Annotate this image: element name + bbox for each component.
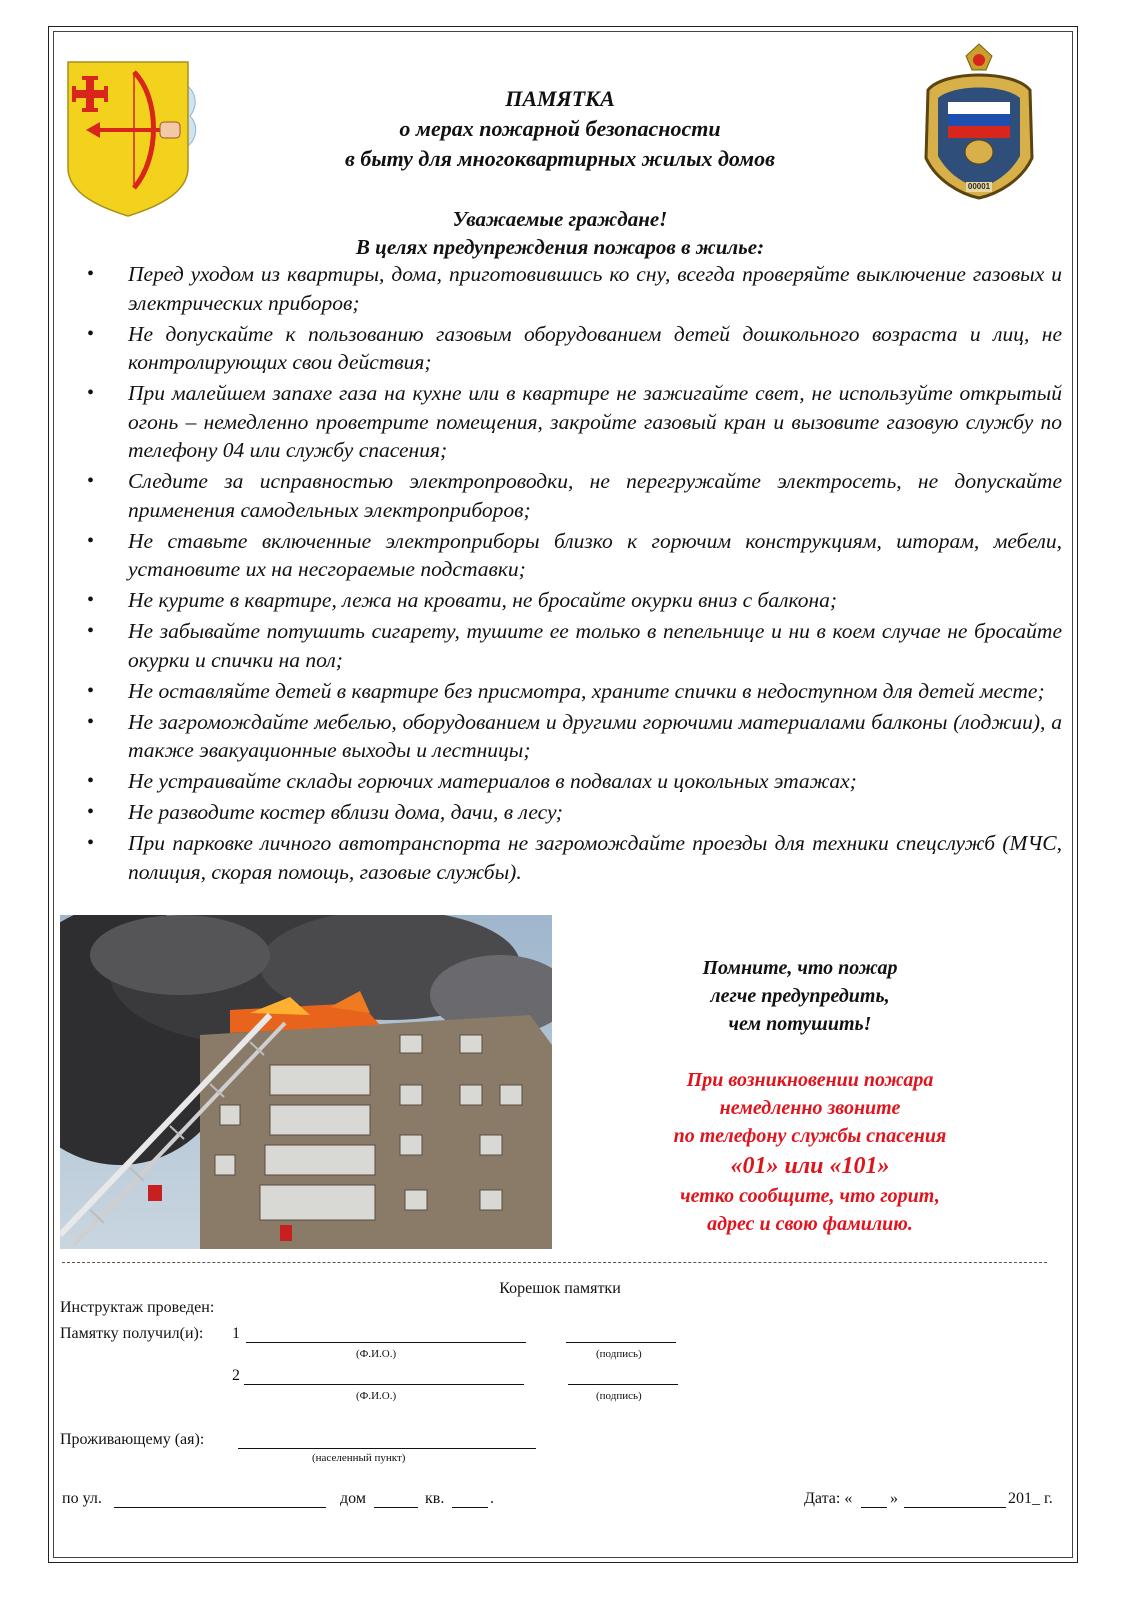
- safety-rules-list: [80, 260, 1062, 889]
- rule-item: • При малейшем запахе газа на кухне или в квартире не зажигайте свет, не используйте открытый огонь – немедленно проветрите помещения, закройте газовый кран и вызовите газовую службу по телефону 04 или службу спасения;: [80, 379, 1062, 465]
- rule-item: • Перед уходом из квартиры, дома, приготовившись ко сну, всегда проверяйте выключение газовых и электрических приборов;: [80, 260, 1062, 317]
- reminder-block: [620, 954, 980, 1038]
- rule-item: • Следите за исправностью электропроводки, не перегружайте электросеть, не допускайте применения самодельных электроприборов;: [80, 467, 1062, 524]
- apartment-field[interactable]: [452, 1491, 488, 1508]
- house-label: дом: [340, 1490, 366, 1507]
- signature-caption-1: (подпись): [596, 1348, 642, 1360]
- house-field[interactable]: [374, 1491, 418, 1508]
- settlement-field[interactable]: [238, 1432, 536, 1449]
- title-line-3: в быту для многоквартирных жилых домов: [345, 146, 775, 171]
- street-field[interactable]: [114, 1491, 326, 1508]
- recipient-2-name-field[interactable]: [244, 1368, 524, 1385]
- emergency-numbers: «01» или «101»: [730, 1153, 890, 1179]
- greeting: [230, 205, 890, 261]
- rule-item: • Не загромождайте мебелью, оборудованием и другими горючими материалами балконы (лоджии), а также эвакуационные выходы и лестницы;: [80, 708, 1062, 765]
- rule-item: • Не ставьте включенные электроприборы близко к горючим конструкциям, шторам, мебели, установите их на несгораемые подставки;: [80, 527, 1062, 584]
- document-title: [260, 84, 860, 174]
- greeting-line-1: Уважаемые граждане!: [452, 207, 668, 231]
- badge-number: 00001: [967, 182, 991, 191]
- received-label: Памятку получил(и):: [60, 1325, 204, 1342]
- rule-item: • Не забывайте потушить сигарету, тушите ее только в пепельнице и ни в коем случае не бросайте окурки и спички на пол;: [80, 617, 1062, 674]
- alarm-line-4: четко сообщите, что горит,: [680, 1185, 940, 1207]
- apartment-label: кв.: [425, 1490, 445, 1507]
- rule-item: • Не устраивайте склады горючих материалов в подвалах и цокольных этажах;: [80, 767, 1062, 796]
- instructed-label: Инструктаж проведен:: [60, 1299, 215, 1316]
- street-label: по ул.: [62, 1490, 102, 1507]
- burning-building-photo: [60, 915, 552, 1249]
- recipient-1-signature-field[interactable]: [566, 1326, 676, 1343]
- recipient-number-1: 1: [232, 1325, 240, 1342]
- alarm-line-2: немедленно звоните: [719, 1097, 901, 1119]
- reminder-line-1: Помните, что пожар: [702, 957, 898, 979]
- rule-item: • Не оставляйте детей в квартире без присмотра, храните спички в недоступном для детей месте;: [80, 677, 1062, 706]
- title-line-1: ПАМЯТКА: [505, 86, 615, 111]
- alarm-line-1: При возникновении пожара: [686, 1069, 934, 1091]
- recipient-1-name-field[interactable]: [246, 1326, 526, 1343]
- resident-label: Проживающему (ая):: [60, 1431, 205, 1448]
- date-label: Дата: «: [804, 1490, 853, 1507]
- recipient-2-signature-field[interactable]: [568, 1368, 678, 1385]
- emergency-call-block: [600, 1066, 1020, 1238]
- stub-title: Корешок памятки: [499, 1280, 621, 1297]
- fio-caption-1: (Ф.И.О.): [356, 1348, 397, 1360]
- rule-item: • Не разводите костер вблизи дома, дачи, в лесу;: [80, 798, 1062, 827]
- title-line-2: о мерах пожарной безопасности: [399, 116, 721, 141]
- date-quote-close: »: [890, 1490, 898, 1507]
- signature-caption-2: (подпись): [596, 1390, 642, 1402]
- fio-caption-2: (Ф.И.О.): [356, 1390, 397, 1402]
- reminder-line-2: легче предупредить,: [710, 985, 890, 1007]
- date-year: 201_ г.: [1008, 1490, 1053, 1507]
- alarm-line-5: адрес и свою фамилию.: [707, 1213, 913, 1235]
- rule-item: • При парковке личного автотранспорта не загромождайте проезды для техники спецслужб (МЧС, полиция, скорая помощь, газовые службы).: [80, 829, 1062, 886]
- date-month-field[interactable]: [904, 1491, 1006, 1508]
- greeting-line-2: В целях предупреждения пожаров в жилье:: [355, 235, 765, 259]
- street-line-end: .: [490, 1490, 494, 1507]
- settlement-caption: (населенный пункт): [312, 1452, 406, 1464]
- alarm-line-3: по телефону службы спасения: [673, 1125, 947, 1147]
- state-fire-supervision-badge-icon: [914, 40, 1044, 202]
- recipient-number-2: 2: [232, 1367, 240, 1384]
- reminder-line-3: чем потушить!: [728, 1013, 872, 1035]
- date-day-field[interactable]: [861, 1491, 887, 1508]
- rule-item: • Не допускайте к пользованию газовым оборудованием детей дошкольного возраста и лиц, не контролирующих свои действия;: [80, 320, 1062, 377]
- rule-item: • Не курите в квартире, лежа на кровати, не бросайте окурки вниз с балкона;: [80, 586, 1062, 615]
- cut-line: [62, 1262, 1047, 1263]
- kirov-coat-of-arms-icon: [64, 58, 200, 220]
